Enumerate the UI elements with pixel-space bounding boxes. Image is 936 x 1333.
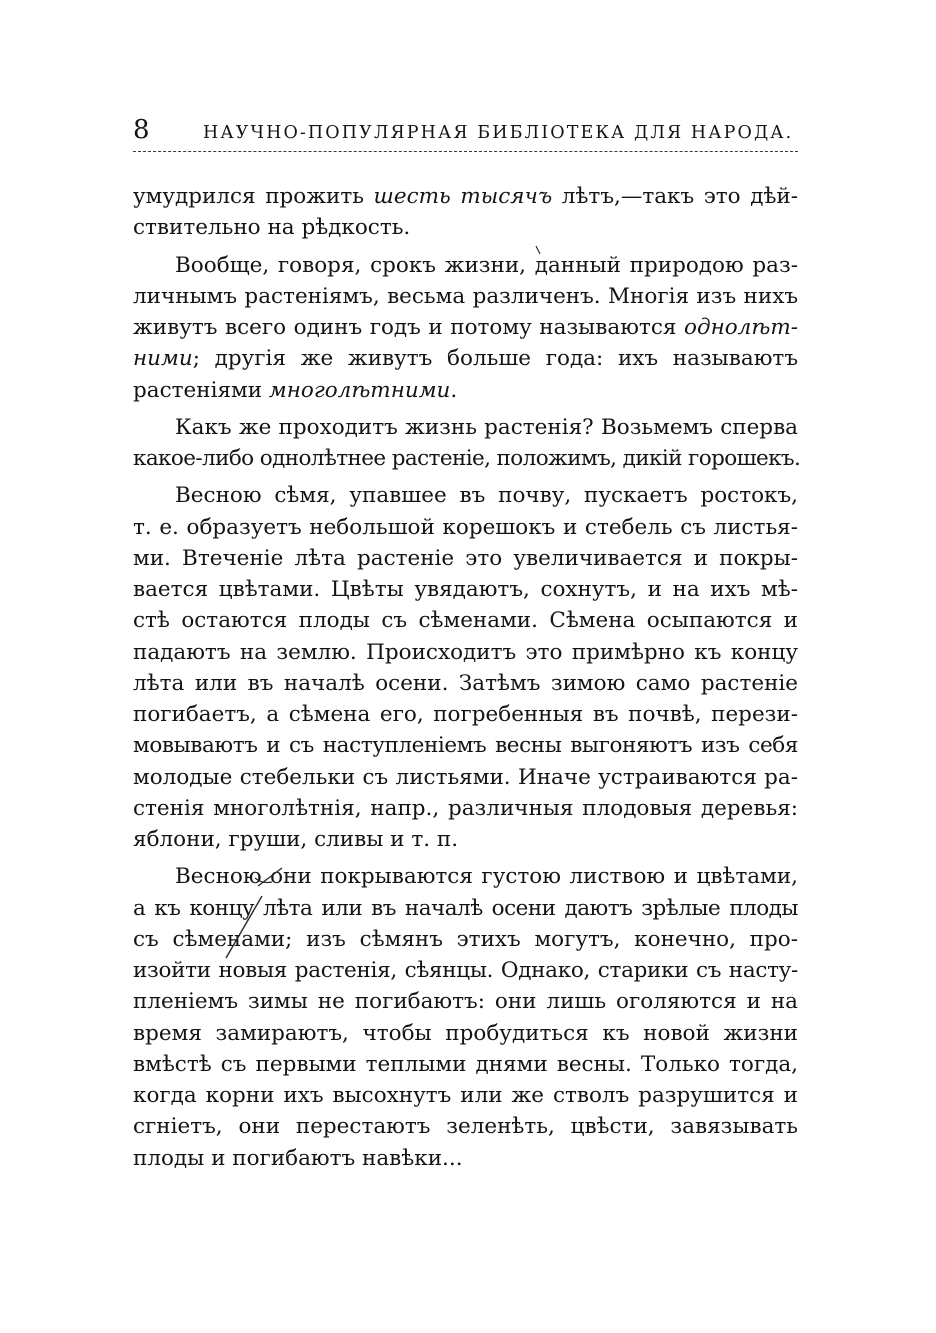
text-run: мовываютъ и съ наступленіемъ весны выгоняютъ изъ себя: [133, 733, 798, 759]
text-run: яблони, груши, сливы и т. п.: [133, 827, 459, 852]
text-line: [133, 1111, 798, 1142]
italic-run: однолѣт-: [684, 315, 798, 340]
text-run: Какъ же проходитъ жизнь растенія? Возьмемъ сперва: [175, 414, 798, 440]
text-line: [133, 986, 798, 1017]
text-run: живутъ всего одинъ годъ и потому называются: [133, 315, 684, 340]
text-run: т. е. образуетъ небольшой корешокъ и стебель съ листья-: [133, 514, 798, 540]
text-run: стенія многолѣтнія, напр., различныя плодовыя деревья:: [133, 795, 798, 821]
paragraph: [133, 181, 798, 244]
text-line: [133, 699, 798, 730]
italic-run: многолѣтними: [268, 377, 451, 403]
text-run: молодые стебельки съ листьями. Иначе устраиваются ра-: [133, 764, 798, 790]
text-line: [133, 1049, 798, 1080]
text-run: съ сѣменами; изъ сѣмянъ этихъ могутъ, конечно, про-: [133, 926, 798, 952]
text-run: личнымъ растеніямъ, весьма различенъ. Многія изъ нихъ: [133, 283, 798, 309]
text-line: [133, 637, 798, 668]
text-run: .: [450, 377, 458, 403]
text-line: [133, 1143, 798, 1174]
text-run: умудрился прожить: [133, 184, 374, 209]
text-run: какое-либо однолѣтнее растеніе, положимъ, дикій горошекъ.: [133, 446, 801, 471]
italic-run: ними: [133, 346, 193, 372]
text-line: [133, 605, 798, 636]
text-line: [133, 730, 798, 761]
text-run: вается цвѣтами. Цвѣты увядаютъ, сохнутъ, и на ихъ мѣ-: [133, 577, 798, 602]
running-head: [133, 113, 798, 152]
text-line: [133, 574, 798, 605]
text-run: время замираютъ, чтобы пробудиться къ новой жизни: [133, 1020, 798, 1046]
text-line: [133, 212, 798, 243]
text-run: стѣ остаются плоды съ сѣменами. Сѣмена осыпаются и: [133, 608, 798, 634]
body-text: [133, 181, 801, 1174]
text-run: Вообще, говоря, срокъ жизни, данный природою раз-: [175, 252, 798, 278]
text-line: [133, 762, 798, 793]
running-title: НАУЧНО-ПОПУЛЯРНАЯ БИБЛІОТЕКА ДЛЯ НАРОДА.: [203, 123, 794, 143]
text-line: [133, 861, 798, 892]
text-run: падаютъ на землю. Происходитъ это примѣрно къ концу: [133, 639, 798, 665]
text-run: когда корни ихъ высохнутъ или же стволъ разрушится и: [133, 1083, 798, 1108]
text-line: [133, 512, 798, 543]
text-line: [133, 793, 798, 824]
paragraph: [133, 861, 798, 1174]
text-line: [133, 343, 798, 374]
text-line: [133, 955, 798, 986]
text-run: вмѣстѣ съ первыми теплыми днями весны. Только тогда,: [133, 1051, 798, 1077]
text-run: а къ концу лѣта или въ началѣ осени даютъ зрѣлые плоды: [133, 895, 798, 921]
text-line: [133, 480, 798, 511]
text-line: [133, 893, 798, 924]
text-run: плоды и погибаютъ навѣки...: [133, 1145, 463, 1171]
text-line: [133, 1018, 798, 1049]
italic-run: шесть тысячъ: [373, 184, 553, 209]
page-number: 8: [133, 115, 150, 145]
text-run: сгніетъ, они перестаютъ зеленѣть, цвѣсти, завязывать: [133, 1114, 798, 1140]
text-run: ; другія же живутъ больше года: ихъ называютъ: [192, 346, 798, 372]
paragraph: [133, 480, 798, 855]
text-line: [133, 281, 798, 312]
text-line: [133, 668, 798, 699]
text-line: [133, 181, 798, 212]
text-run: лѣта или въ началѣ осени. Затѣмъ зимою само растеніе: [133, 670, 798, 696]
text-run: Весною сѣмя, упавшее въ почву, пускаетъ ростокъ,: [175, 483, 798, 509]
text-line: [133, 412, 798, 443]
text-run: лѣтъ,—такъ это дѣй-: [552, 184, 799, 209]
text-line: [133, 312, 798, 343]
text-run: Весною они покрываются густою листвою и цвѣтами,: [175, 864, 798, 890]
text-run: растеніями: [133, 377, 269, 403]
text-run: пленіемъ зимы не погибаютъ: они лишь оголяются и на: [133, 989, 798, 1015]
text-run: ми. Втеченіе лѣта растеніе это увеличивается и покры-: [133, 545, 798, 571]
text-line: [133, 924, 798, 955]
text-line: [133, 543, 798, 574]
text-line: [133, 824, 798, 855]
text-line: [133, 1080, 798, 1111]
text-run: изойти новыя растенія, сѣянцы. Однако, старики съ насту-: [133, 958, 798, 983]
text-run: ствительно на рѣдкость.: [133, 215, 411, 241]
text-line: [133, 250, 798, 281]
paragraph: [133, 250, 798, 406]
paragraph: [133, 412, 801, 475]
text-line: [133, 375, 798, 406]
text-run: погибаетъ, а сѣмена его, погребенныя въ почвѣ, перези-: [133, 702, 798, 727]
text-line: [133, 443, 801, 474]
